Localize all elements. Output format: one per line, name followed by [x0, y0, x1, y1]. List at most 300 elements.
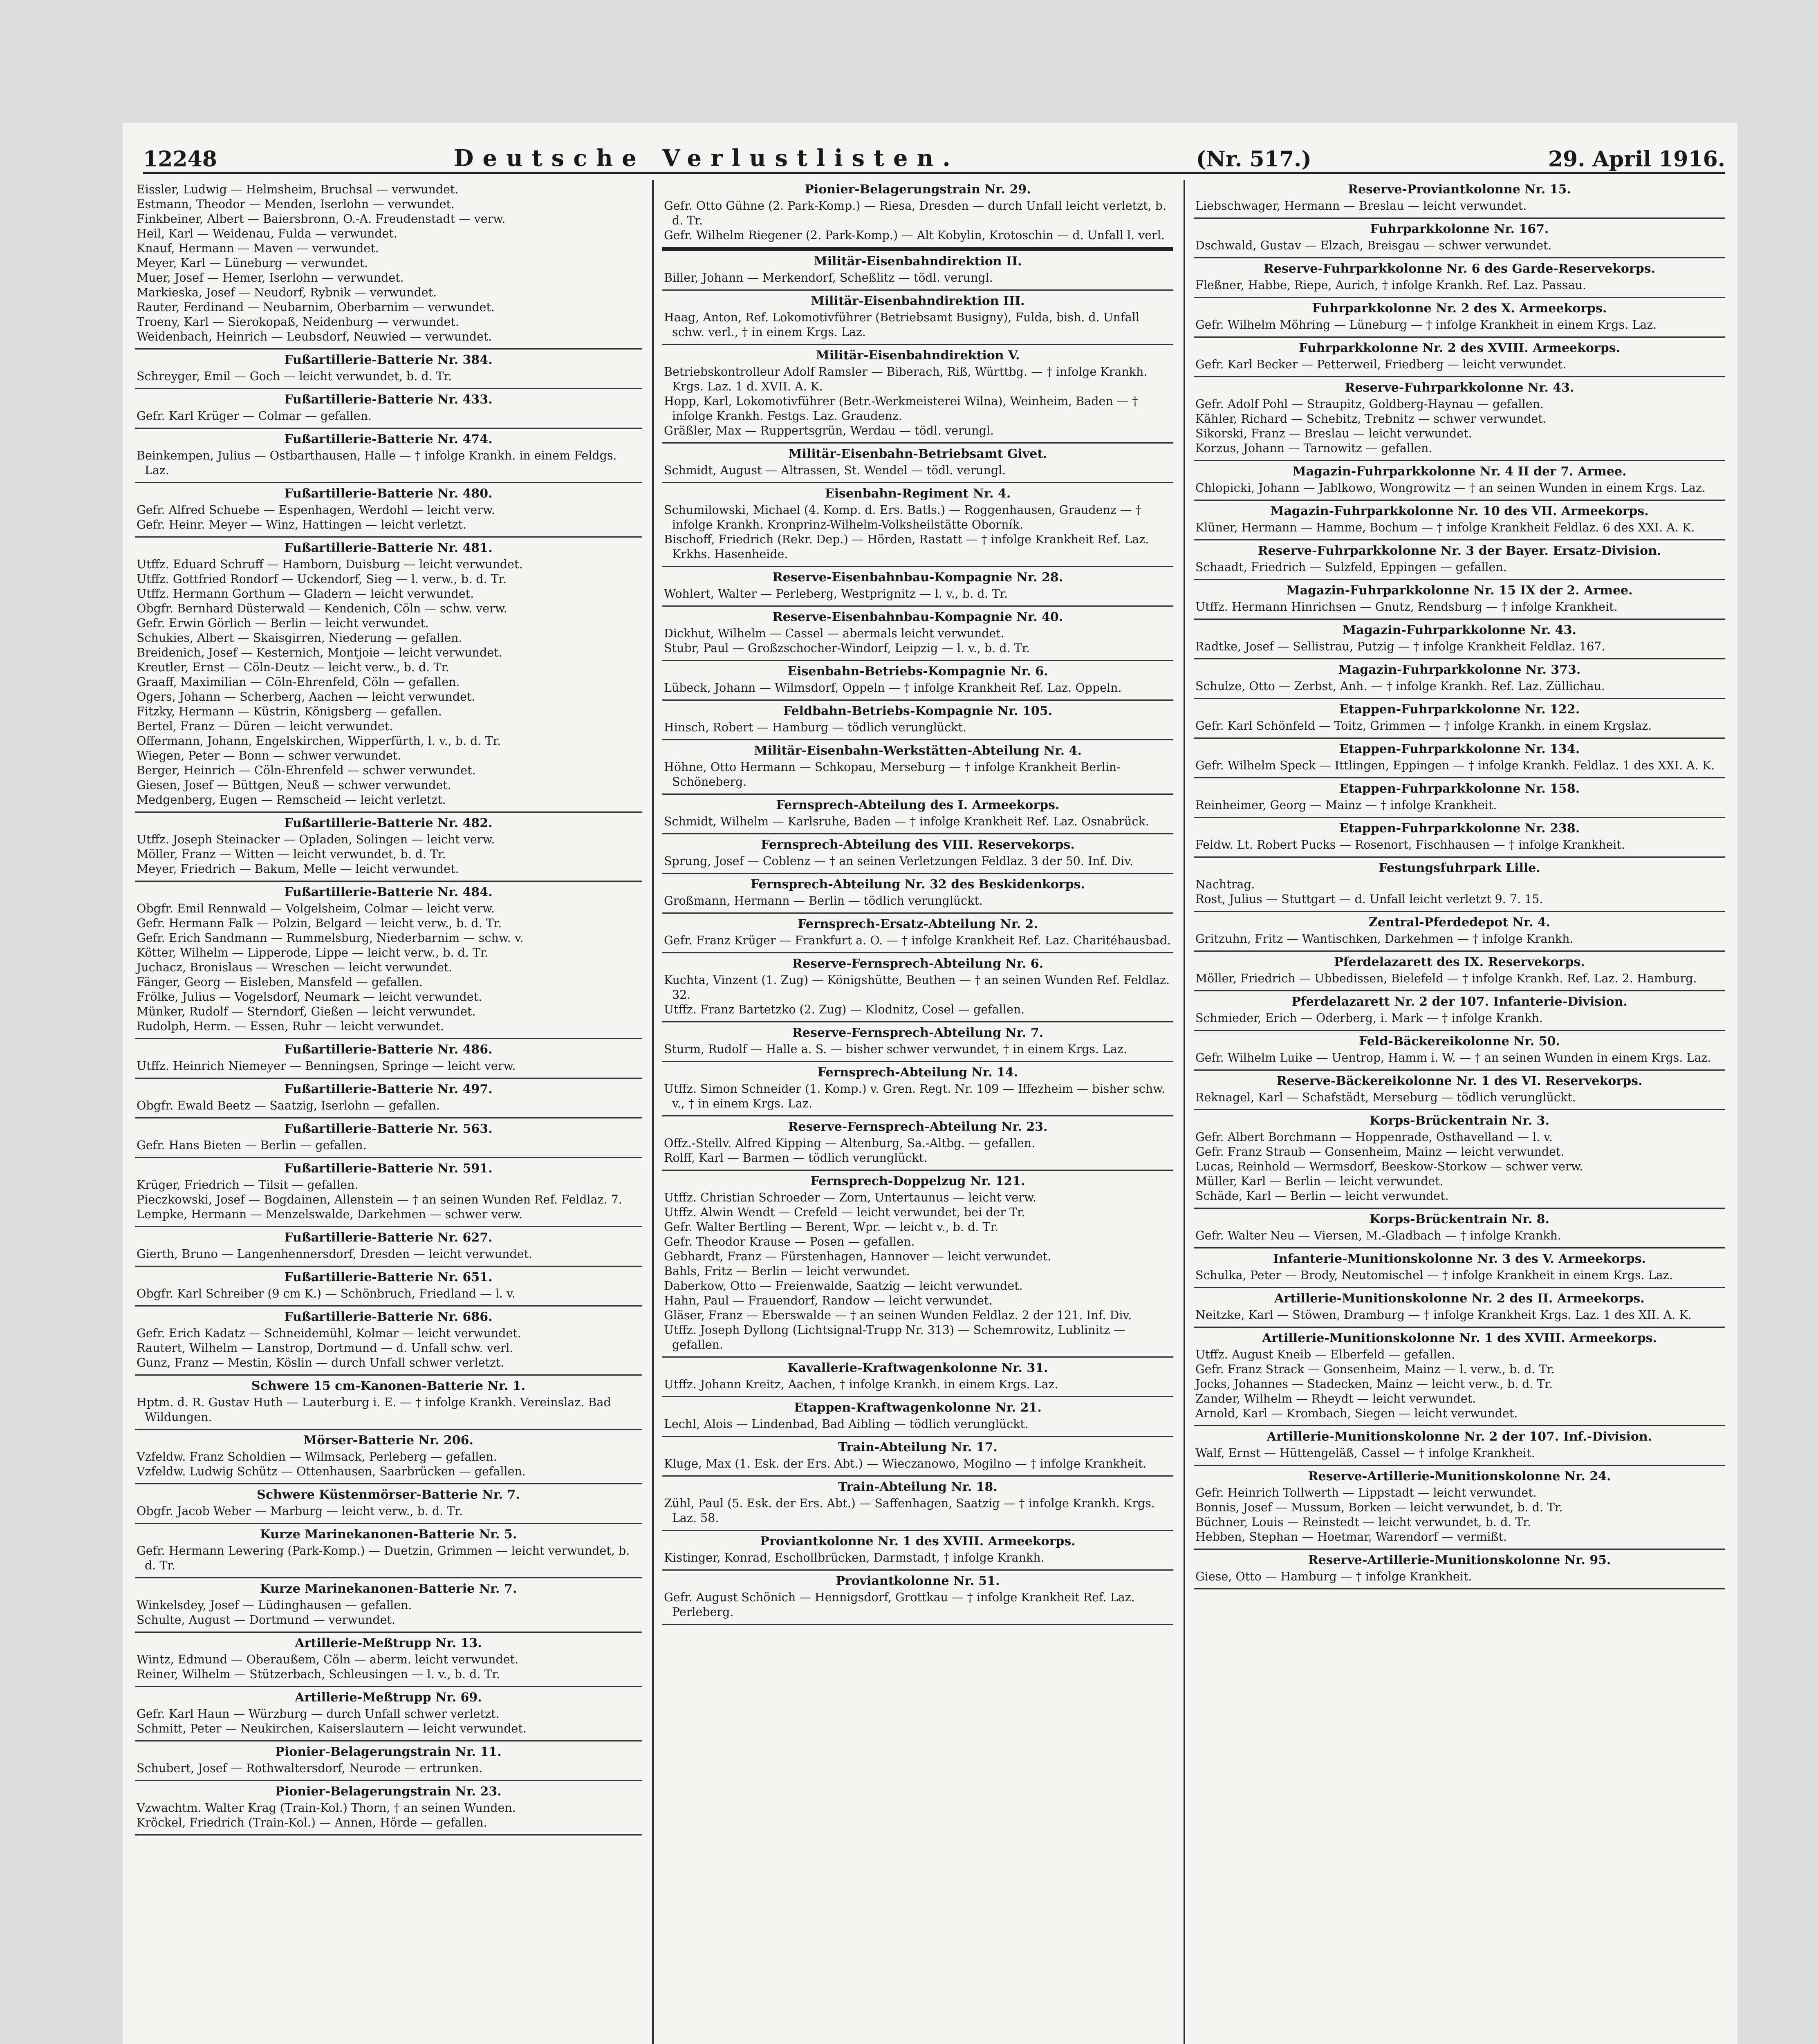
unit-heading: Reserve-Fernsprech-Abteilung Nr. 7.	[792, 1026, 1044, 1040]
unit-heading: Reserve-Fuhrparkkolonne Nr. 6 des Garde-Reservekorps.	[1263, 262, 1656, 276]
casualty-section	[135, 883, 642, 1039]
casualty-entry: Sikorski, Franz — Breslau — leicht verwundet.	[1195, 427, 1472, 440]
casualty-section	[662, 291, 1173, 345]
casualty-entry: Offz.-Stellv. Alfred Kipping — Altenburg, Sa.-Altbg. — gefallen.	[664, 1136, 1036, 1150]
unit-heading: Etappen-Fuhrparkkolonne Nr. 158.	[1339, 782, 1580, 796]
unit-heading: Fußartillerie-Batterie Nr. 481.	[284, 541, 493, 555]
casualty-section	[135, 484, 642, 538]
casualty-entry: Hahn, Paul — Frauendorf, Randow — leicht verwundet.	[664, 1294, 993, 1307]
casualty-entry: Meyer, Friedrich — Bakum, Melle — leicht verwundet.	[137, 862, 459, 876]
casualty-entry: Gefr. Walter Bertling — Berent, Wpr. — leicht v., b. d. Tr.	[664, 1220, 999, 1234]
casualty-entry: Biller, Johann — Merkendorf, Scheßlitz — tödl. verungl.	[664, 271, 993, 285]
casualty-entry: Reiner, Wilhelm — Stützerbach, Schleusingen — l. v., b. d. Tr.	[137, 1667, 500, 1681]
unit-heading: Fuhrparkkolonne Nr. 167.	[1370, 222, 1549, 236]
casualty-entry: Gefr. Adolf Pohl — Straupitz, Goldberg-Haynau — gefallen.	[1195, 397, 1544, 411]
unit-heading: Proviantkolonne Nr. 1 des XVIII. Armeekorps.	[760, 1534, 1076, 1549]
casualty-entry: Finkbeiner, Albert — Baiersbronn, O.-A. Freudenstadt — verw.	[137, 212, 506, 226]
casualty-section	[1194, 992, 1725, 1031]
unit-heading: Fernsprech-Ersatz-Abteilung Nr. 2.	[798, 917, 1038, 931]
unit-heading: Militär-Eisenbahndirektion II.	[814, 254, 1022, 269]
casualty-entry: Wintz, Edmund — Oberaußem, Cöln — aberm. leicht verwundet.	[137, 1653, 519, 1666]
casualty-section	[662, 180, 1173, 251]
casualty-entry: Utffz. Eduard Schruff — Hamborn, Duisburg — leicht verwundet.	[137, 558, 523, 571]
casualty-entry: Fleßner, Habbe, Riepe, Aurich, † infolge Krankh. Ref. Laz. Passau.	[1195, 278, 1587, 292]
casualty-section	[135, 1040, 642, 1079]
casualty-section	[135, 1376, 642, 1430]
casualty-section	[1194, 378, 1725, 461]
casualty-section	[135, 1579, 642, 1633]
casualty-entry: Korzus, Johann — Tarnowitz — gefallen.	[1195, 442, 1432, 455]
unit-heading: Zentral-Pferdedepot Nr. 4.	[1368, 915, 1551, 930]
casualty-entry: Berger, Heinrich — Cöln-Ehrenfeld — schwer verwundet.	[137, 764, 476, 777]
casualty-entry: Rautert, Wilhelm — Lanstrop, Dortmund — d. Unfall schw. verl.	[137, 1341, 513, 1355]
casualty-section	[135, 1634, 642, 1687]
casualty-section	[1194, 1111, 1725, 1209]
casualty-entry: Stubr, Paul — Großzschocher-Windorf, Leipzig — l. v., b. d. Tr.	[664, 641, 1030, 655]
casualty-entry: Walf, Ernst — Hüttengeläß, Cassel — † infolge Krankheit.	[1195, 1446, 1535, 1460]
unit-heading: Pionier-Belagerungstrain Nr. 11.	[275, 1745, 502, 1759]
casualty-entry: Meyer, Karl — Lüneburg — verwundet.	[137, 256, 368, 270]
casualty-section	[662, 607, 1173, 661]
casualty-section	[135, 180, 642, 350]
casualty-section	[135, 1742, 642, 1781]
casualty-entry: Möller, Franz — Witten — leicht verwundet, b. d. Tr.	[137, 847, 446, 861]
issue-number: (Nr. 517.)	[1196, 147, 1311, 172]
casualty-section	[662, 1438, 1173, 1477]
unit-heading: Feldbahn-Betriebs-Kompagnie Nr. 105.	[783, 704, 1053, 718]
casualty-entry: Utffz. Simon Schneider (1. Komp.) v. Gren. Regt. Nr. 109 — Iffezheim — bisher schw. v., † in einem Krgs. Laz.	[664, 1082, 1166, 1110]
casualty-section	[1194, 1551, 1725, 1589]
casualty-entry: Gefr. Karl Krüger — Colmar — gefallen.	[137, 409, 372, 423]
casualty-section	[1194, 1210, 1725, 1248]
casualty-section	[135, 1268, 642, 1307]
casualty-entry: Breidenich, Josef — Kesternich, Montjoie — leicht verwundet.	[137, 646, 502, 659]
casualty-entry: Rolff, Karl — Barmen — tödlich verunglückt.	[664, 1151, 928, 1165]
casualty-entry: Reknagel, Karl — Schafstädt, Merseburg — tödlich verunglückt.	[1195, 1091, 1576, 1104]
casualty-entry: Zander, Wilhelm — Rheydt — leicht verwundet.	[1195, 1392, 1476, 1405]
publication-title: Deutsche Verlustlisten.	[453, 145, 959, 172]
casualty-entry: Gefr. Franz Krüger — Frankfurt a. O. — † infolge Krankheit Ref. Laz. Charitéhausbad.	[664, 934, 1171, 947]
casualty-entry: Gefr. Walter Neu — Viersen, M.-Gladbach — † infolge Krankh.	[1195, 1229, 1562, 1242]
casualty-entry: Wohlert, Walter — Perleberg, Westprignitz — l. v., b. d. Tr.	[664, 587, 1008, 601]
casualty-section	[135, 1485, 642, 1524]
casualty-entry: Bonnis, Josef — Mussum, Borken — leicht verwundet, b. d. Tr.	[1195, 1501, 1563, 1514]
casualty-entry: Fänger, Georg — Eisleben, Mansfeld — gefallen.	[137, 975, 423, 989]
casualty-section	[662, 914, 1173, 953]
unit-heading: Train-Abteilung Nr. 17.	[838, 1440, 998, 1455]
unit-heading: Etappen-Fuhrparkkolonne Nr. 238.	[1339, 821, 1580, 836]
casualty-entry: Winkelsdey, Josef — Lüdinghausen — gefallen.	[137, 1598, 412, 1612]
casualty-entry: Offermann, Johann, Engelskirchen, Wipperfürth, l. v., b. d. Tr.	[137, 734, 501, 748]
casualty-entry: Gefr. Karl Haun — Würzburg — durch Unfall schwer verletzt.	[137, 1707, 500, 1721]
casualty-entry: Utffz. Hermann Hinrichsen — Gnutz, Rendsburg — † infolge Krankheit.	[1195, 600, 1618, 614]
casualty-section	[662, 1358, 1173, 1397]
unit-heading: Fußartillerie-Batterie Nr. 651.	[284, 1270, 493, 1284]
casualty-entry: Schäde, Karl — Berlin — leicht verwundet.	[1195, 1189, 1449, 1203]
casualty-section	[1194, 700, 1725, 739]
casualty-section	[1194, 740, 1725, 778]
casualty-section	[1194, 462, 1725, 501]
casualty-entry: Utffz. Joseph Steinacker — Opladen, Solingen — leicht verw.	[137, 833, 495, 846]
unit-heading: Fußartillerie-Batterie Nr. 480.	[284, 486, 493, 501]
casualty-section	[662, 568, 1173, 607]
casualty-entry: Lechl, Alois — Lindenbad, Bad Aibling — tödlich verunglückt.	[664, 1417, 1029, 1431]
unit-heading: Kurze Marinekanonen-Batterie Nr. 5.	[260, 1527, 517, 1542]
casualty-entry: Gläser, Franz — Eberswalde — † an seinen Wunden Feldlaz. 2 der 121. Inf. Div.	[664, 1309, 1132, 1322]
casualty-section	[662, 1063, 1173, 1116]
casualty-section	[1194, 299, 1725, 338]
casualty-section	[1194, 180, 1725, 219]
casualty-entry: Graaff, Maximilian — Cöln-Ehrenfeld, Cöln — gefallen.	[137, 675, 460, 689]
casualty-section	[1194, 1032, 1725, 1071]
casualty-entry: Fitzky, Hermann — Küstrin, Königsberg — gefallen.	[137, 705, 442, 718]
casualty-entry: Markieska, Josef — Neudorf, Rybnik — verwundet.	[137, 286, 437, 299]
casualty-entry: Hinsch, Robert — Hamburg — tödlich verunglückt.	[664, 721, 966, 734]
unit-heading: Kurze Marinekanonen-Batterie Nr. 7.	[260, 1582, 517, 1596]
casualty-section	[135, 1159, 642, 1227]
unit-heading: Fußartillerie-Batterie Nr. 433.	[284, 392, 493, 407]
casualty-section	[1194, 259, 1725, 298]
unit-heading: Pionier-Belagerungstrain Nr. 29.	[805, 182, 1031, 197]
unit-heading: Militär-Eisenbahndirektion V.	[816, 348, 1020, 363]
casualty-entry: Gefr. Otto Gühne (2. Park-Komp.) — Riesa, Dresden — durch Unfall leicht verletzt, b. d. Tr.	[664, 199, 1166, 227]
casualty-section	[662, 1532, 1173, 1571]
unit-heading: Fernsprech-Abteilung des I. Armeekorps.	[776, 798, 1060, 812]
casualty-entry: Utffz. Hermann Gorthum — Gladern — leicht verwundet.	[137, 587, 474, 601]
casualty-section	[1194, 502, 1725, 540]
casualty-section	[1194, 779, 1725, 818]
unit-heading: Pferdelazarett des IX. Reservekorps.	[1334, 955, 1585, 969]
casualty-entry: Bertel, Franz — Düren — leicht verwundet.	[137, 719, 393, 733]
casualty-entry: Kluge, Max (1. Esk. der Ers. Abt.) — Wieczanowo, Mogilno — † infolge Krankheit.	[664, 1457, 1147, 1470]
casualty-entry: Haag, Anton, Ref. Lokomotivführer (Betriebsamt Busigny), Fulda, bish. d. Unfall schw. verl., † in einem Krgs. Laz.	[664, 311, 1139, 339]
unit-heading: Fernsprech-Abteilung Nr. 32 des Beskidenkorps.	[751, 877, 1085, 892]
casualty-entry: Gefr. Hans Bieten — Berlin — gefallen.	[137, 1139, 367, 1152]
casualty-entry: Jocks, Johannes — Stadecken, Mainz — leicht verw., b. d. Tr.	[1195, 1377, 1553, 1391]
unit-heading: Reserve-Fuhrparkkolonne Nr. 43.	[1345, 381, 1574, 395]
casualty-entry: Sprung, Josef — Coblenz — † an seinen Verletzungen Feldlaz. 3 der 50. Inf. Div.	[664, 854, 1134, 868]
casualty-section	[1194, 1289, 1725, 1328]
casualty-entry: Pieczkowski, Josef — Bogdainen, Allenstein — † an seinen Wunden Ref. Feldlaz. 7.	[137, 1193, 622, 1206]
unit-heading: Militär-Eisenbahn-Werkstätten-Abteilung Nr. 4.	[754, 744, 1082, 758]
unit-heading: Feld-Bäckereikolonne Nr. 50.	[1359, 1034, 1560, 1049]
casualty-entry: Kröckel, Friedrich (Train-Kol.) — Annen, Hörde — gefallen.	[137, 1816, 487, 1829]
casualty-section	[662, 875, 1173, 914]
casualty-entry: Vzfeldw. Franz Scholdien — Wilmsack, Perleberg — gefallen.	[137, 1450, 497, 1464]
unit-heading: Reserve-Bäckereikolonne Nr. 1 des VI. Reservekorps.	[1276, 1074, 1643, 1088]
casualty-entry: Lempke, Hermann — Menzelswalde, Darkehmen — schwer verw.	[137, 1208, 523, 1221]
casualty-entry: Gefr. Erich Sandmann — Rummelsburg, Niederbarnim — schw. v.	[137, 931, 524, 945]
casualty-entry: Gefr. Karl Schönfeld — Toitz, Grimmen — † infolge Krankh. in einem Krgslaz.	[1195, 719, 1652, 733]
casualty-entry: Utffz. Franz Bartetzko (2. Zug) — Klodnitz, Cosel — gefallen.	[664, 1003, 1025, 1016]
casualty-entry: Nachtrag.	[1195, 878, 1255, 891]
casualty-section	[1194, 621, 1725, 659]
casualty-section	[1194, 819, 1725, 858]
page-header	[143, 139, 1725, 174]
unit-heading: Fuhrparkkolonne Nr. 2 des XVIII. Armeekorps.	[1298, 341, 1621, 355]
casualty-section	[135, 1307, 642, 1376]
unit-heading: Magazin-Fuhrparkkolonne Nr. 4 II der 7. Armee.	[1292, 464, 1627, 479]
casualty-entry: Schulte, August — Dortmund — verwundet.	[137, 1613, 395, 1627]
unit-heading: Infanterie-Munitionskolonne Nr. 3 des V. Armeekorps.	[1273, 1252, 1646, 1266]
casualty-section	[662, 1117, 1173, 1171]
unit-heading: Train-Abteilung Nr. 18.	[838, 1480, 998, 1494]
column-3	[1194, 180, 1725, 2044]
casualty-entry: Muer, Josef — Hemer, Iserlohn — verwundet.	[137, 271, 404, 285]
casualty-entry: Hopp, Karl, Lokomotivführer (Betr.-Werkmeisterei Wilna), Weinheim, Baden — † infolge Krankh. Festgs. Laz. Graudenz.	[664, 394, 1138, 423]
casualty-section	[1194, 1249, 1725, 1288]
casualty-entry: Utffz. Heinrich Niemeyer — Benningsen, Springe — leicht verw.	[137, 1059, 516, 1073]
casualty-section	[1194, 338, 1725, 377]
casualty-entry: Hptm. d. R. Gustav Huth — Lauterburg i. E. — † infolge Krankh. Vereinslaz. Bad Wildungen.	[137, 1396, 611, 1424]
column-1	[135, 180, 642, 2044]
casualty-section	[1194, 581, 1725, 620]
casualty-entry: Liebschwager, Hermann — Breslau — leicht verwundet.	[1195, 199, 1527, 213]
unit-heading: Fußartillerie-Batterie Nr. 497.	[284, 1082, 493, 1096]
casualty-entry: Dschwald, Gustav — Elzach, Breisgau — schwer verwundet.	[1195, 239, 1552, 252]
casualty-entry: Obgfr. Emil Rennwald — Volgelsheim, Colmar — leicht verw.	[137, 902, 495, 915]
casualty-entry: Gefr. Wilhelm Riegener (2. Park-Komp.) — Alt Kobylin, Krotoschin — d. Unfall l. verl.	[664, 229, 1165, 242]
casualty-entry: Gefr. Alfred Schuebe — Espenhagen, Werdohl — leicht verw.	[137, 503, 495, 517]
casualty-section	[662, 1571, 1173, 1625]
casualty-section	[135, 390, 642, 429]
unit-heading: Reserve-Artillerie-Munitionskolonne Nr. 24.	[1308, 1469, 1611, 1484]
casualty-entry: Weidenbach, Heinrich — Leubsdorf, Neuwied — verwundet.	[137, 330, 492, 343]
casualty-entry: Chlopicki, Johann — Jablkowo, Wongrowitz — † an seinen Wunden in einem Krgs. Laz.	[1195, 481, 1706, 495]
casualty-entry: Gefr. Wilhelm Luike — Uentrop, Hamm i. W. — † an seinen Wunden in einem Krgs. Laz.	[1195, 1051, 1711, 1065]
unit-heading: Eisenbahn-Betriebs-Kompagnie Nr. 6.	[787, 664, 1048, 679]
casualty-entry: Gefr. Heinrich Tollwerth — Lippstadt — leicht verwundet.	[1195, 1486, 1537, 1499]
casualty-section	[1194, 1467, 1725, 1550]
unit-heading: Fußartillerie-Batterie Nr. 486.	[284, 1042, 493, 1057]
unit-heading: Reserve-Fuhrparkkolonne Nr. 3 der Bayer. Ersatz-Division.	[1258, 544, 1661, 558]
casualty-section	[662, 1477, 1173, 1531]
unit-heading: Artillerie-Munitionskolonne Nr. 1 des XVIII. Armeekorps.	[1262, 1331, 1657, 1345]
unit-heading: Fußartillerie-Batterie Nr. 627.	[284, 1230, 493, 1245]
casualty-section	[135, 430, 642, 483]
unit-heading: Korps-Brückentrain Nr. 8.	[1370, 1212, 1549, 1226]
casualty-entry: Schubert, Josef — Rothwaltersdorf, Neurode — ertrunken.	[137, 1762, 483, 1775]
casualty-section	[1194, 1329, 1725, 1426]
casualty-entry: Frölke, Julius — Vogelsdorf, Neumark — leicht verwundet.	[137, 990, 482, 1004]
unit-heading: Pionier-Belagerungstrain Nr. 23.	[275, 1784, 502, 1799]
unit-heading: Fußartillerie-Batterie Nr. 482.	[284, 816, 493, 830]
casualty-entry: Eissler, Ludwig — Helmsheim, Bruchsal — verwundet.	[137, 183, 459, 196]
casualty-section	[662, 741, 1173, 795]
unit-heading: Reserve-Artillerie-Munitionskolonne Nr. 95.	[1308, 1553, 1611, 1567]
unit-heading: Fußartillerie-Batterie Nr. 563.	[284, 1122, 493, 1136]
casualty-entry: Schmitt, Peter — Neukirchen, Kaiserslautern — leicht verwundet.	[137, 1722, 527, 1735]
unit-heading: Fußartillerie-Batterie Nr. 484.	[284, 885, 493, 899]
casualty-entry: Kötter, Wilhelm — Lipperode, Lippe — leicht verw., b. d. Tr.	[137, 946, 489, 959]
casualty-entry: Vzwachtm. Walter Krag (Train-Kol.) Thorn, † an seinen Wunden.	[137, 1801, 516, 1815]
casualty-entry: Ogers, Johann — Scherberg, Aachen — leicht verwundet.	[137, 690, 475, 704]
unit-heading: Kavallerie-Kraftwagenkolonne Nr. 31.	[787, 1361, 1048, 1375]
casualty-entry: Rost, Julius — Stuttgart — d. Unfall leicht verletzt 9. 7. 15.	[1195, 892, 1543, 906]
casualty-section	[1194, 913, 1725, 952]
casualty-entry: Medgenberg, Eugen — Remscheid — leicht verletzt.	[137, 793, 446, 807]
casualty-section	[135, 1080, 642, 1118]
casualty-entry: Kreutler, Ernst — Cöln-Deutz — leicht verw., b. d. Tr.	[137, 661, 449, 674]
casualty-entry: Münker, Rudolf — Sterndorf, Gießen — leicht verwundet.	[137, 1005, 476, 1018]
unit-heading: Etappen-Kraftwagenkolonne Nr. 21.	[794, 1401, 1042, 1415]
casualty-section	[662, 702, 1173, 740]
casualty-entry: Schulka, Peter — Brody, Neutomischel — † infolge Krankheit in einem Krgs. Laz.	[1195, 1269, 1673, 1282]
casualty-entry: Gefr. Theodor Krause — Posen — gefallen.	[664, 1235, 915, 1248]
casualty-entry: Neitzke, Karl — Stöwen, Dramburg — † infolge Krankheit Krgs. Laz. 1 des XII. A. K.	[1195, 1308, 1692, 1322]
unit-heading: Fußartillerie-Batterie Nr. 686.	[284, 1310, 493, 1324]
casualty-section	[1194, 541, 1725, 580]
casualty-entry: Klüner, Hermann — Hamme, Bochum — † infolge Krankheit Feldlaz. 6 des XXI. A. K.	[1195, 521, 1695, 534]
casualty-entry: Gefr. Wilhelm Speck — Ittlingen, Eppingen — † infolge Krankh. Feldlaz. 1 des XXI. A. K.	[1195, 759, 1715, 772]
casualty-entry: Sturm, Rudolf — Halle a. S. — bisher schwer verwundet, † in einem Krgs. Laz.	[664, 1042, 1128, 1056]
casualty-section	[135, 1119, 642, 1158]
unit-heading: Magazin-Fuhrparkkolonne Nr. 43.	[1343, 623, 1576, 637]
casualty-section	[135, 538, 642, 813]
casualty-entry: Beinkempen, Julius — Ostbarthausen, Halle — † infolge Krankh. in einem Feldgs. Laz.	[137, 449, 617, 477]
casualty-entry: Gefr. Wilhelm Möhring — Lüneburg — † infolge Krankheit in einem Krgs. Laz.	[1195, 318, 1657, 332]
unit-heading: Reserve-Proviantkolonne Nr. 15.	[1348, 182, 1571, 197]
casualty-section	[662, 252, 1173, 291]
unit-heading: Mörser-Batterie Nr. 206.	[303, 1433, 473, 1448]
casualty-entry: Lucas, Reinhold — Wermsdorf, Beeskow-Storkow — schwer verw.	[1195, 1160, 1583, 1173]
casualty-entry: Radtke, Josef — Sellistrau, Putzig — † infolge Krankheit Feldlaz. 167.	[1195, 640, 1605, 653]
casualty-entry: Lübeck, Johann — Wilmsdorf, Oppeln — † infolge Krankheit Ref. Laz. Oppeln.	[664, 681, 1122, 695]
casualty-entry: Gierth, Bruno — Langenhennersdorf, Dresden — leicht verwundet.	[137, 1247, 533, 1261]
casualty-entry: Gefr. Erwin Görlich — Berlin — leicht verwundet.	[137, 616, 429, 630]
casualty-entry: Büchner, Louis — Reinstedt — leicht verwundet, b. d. Tr.	[1195, 1515, 1531, 1529]
casualty-entry: Reinheimer, Georg — Mainz — † infolge Krankheit.	[1195, 798, 1497, 812]
casualty-entry: Schreyger, Emil — Goch — leicht verwundet, b. d. Tr.	[137, 370, 452, 383]
casualty-entry: Gefr. Hermann Lewering (Park-Komp.) — Duetzin, Grimmen — leicht verwundet, b. d. Tr.	[137, 1544, 630, 1572]
casualty-section	[135, 814, 642, 882]
casualty-entry: Höhne, Otto Hermann — Schkopau, Merseburg — † infolge Krankheit Berlin-Schöneberg.	[664, 760, 1121, 789]
casualty-entry: Feldw. Lt. Robert Pucks — Rosenort, Fischhausen — † infolge Krankheit.	[1195, 838, 1625, 852]
casualty-section	[135, 1525, 642, 1578]
casualty-entry: Bischoff, Friedrich (Rekr. Dep.) — Hörden, Rastatt — † infolge Krankheit Ref. Laz. Krkhs. Hasenheide.	[664, 533, 1149, 561]
casualty-entry: Knauf, Hermann — Maven — verwundet.	[137, 242, 379, 255]
casualty-section	[662, 835, 1173, 874]
casualty-section	[135, 350, 642, 389]
casualty-entry: Wiegen, Peter — Bonn — schwer verwundet.	[137, 749, 401, 762]
unit-heading: Artillerie-Munitionskolonne Nr. 2 der 107. Inf.-Division.	[1267, 1430, 1652, 1444]
casualty-entry: Dickhut, Wilhelm — Cassel — abermals leicht verwundet.	[664, 627, 1004, 640]
casualty-section	[662, 1398, 1173, 1437]
casualty-entry: Vzfeldw. Ludwig Schütz — Ottenhausen, Saarbrücken — gefallen.	[137, 1465, 526, 1478]
unit-heading: Schwere Küstenmörser-Batterie Nr. 7.	[257, 1488, 520, 1502]
casualty-section	[1194, 858, 1725, 912]
column-divider	[652, 180, 654, 2044]
casualty-entry: Utffz. August Kneib — Elberfeld — gefallen.	[1195, 1348, 1455, 1361]
casualty-entry: Troeny, Karl — Sierokopaß, Neidenburg — verwundet.	[137, 315, 459, 329]
unit-heading: Magazin-Fuhrparkkolonne Nr. 373.	[1338, 663, 1581, 677]
casualty-section	[135, 1431, 642, 1484]
casualty-section	[1194, 660, 1725, 699]
casualty-section	[135, 1688, 642, 1741]
unit-heading: Militär-Eisenbahn-Betriebsamt Givet.	[788, 447, 1047, 461]
casualty-entry: Juchacz, Bronislaus — Wreschen — leicht verwundet.	[137, 961, 453, 974]
casualty-section	[1194, 953, 1725, 991]
unit-heading: Etappen-Fuhrparkkolonne Nr. 122.	[1339, 702, 1580, 717]
casualty-section	[662, 346, 1173, 444]
casualty-entry: Utffz. Alwin Wendt — Crefeld — leicht verwundet, bei der Tr.	[664, 1206, 1025, 1219]
column-2	[662, 180, 1173, 2044]
casualty-entry: Schmieder, Erich — Oderberg, i. Mark — † infolge Krankh.	[1195, 1011, 1543, 1025]
casualty-entry: Gefr. Hermann Falk — Polzin, Belgard — leicht verw., b. d. Tr.	[137, 917, 502, 930]
casualty-entry: Schaadt, Friedrich — Sulzfeld, Eppingen — gefallen.	[1195, 560, 1507, 574]
casualty-section	[662, 954, 1173, 1022]
unit-heading: Artillerie-Meßtrupp Nr. 13.	[295, 1636, 482, 1650]
column-divider	[1184, 180, 1185, 2044]
casualty-entry: Kähler, Richard — Schebitz, Trebnitz — schwer verwundet.	[1195, 412, 1547, 426]
casualty-entry: Arnold, Karl — Krombach, Siegen — leicht verwundet.	[1195, 1407, 1518, 1420]
casualty-section	[662, 662, 1173, 701]
casualty-entry: Obgfr. Karl Schreiber (9 cm K.) — Schönbruch, Friedland — l. v.	[137, 1287, 516, 1300]
casualty-entry: Giese, Otto — Hamburg — † infolge Krankheit.	[1195, 1570, 1472, 1583]
casualty-entry: Kistinger, Konrad, Eschollbrücken, Darmstadt, † infolge Krankh.	[664, 1551, 1045, 1564]
casualty-section	[1194, 220, 1725, 258]
casualty-entry: Bahls, Fritz — Berlin — leicht verwundet.	[664, 1264, 910, 1278]
unit-heading: Fuhrparkkolonne Nr. 2 des X. Armeekorps.	[1312, 301, 1607, 316]
unit-heading: Korps-Brückentrain Nr. 3.	[1370, 1114, 1549, 1128]
casualty-entry: Giesen, Josef — Büttgen, Neuß — schwer verwundet.	[137, 778, 451, 792]
casualty-section	[1194, 1427, 1725, 1466]
casualty-section	[1194, 1071, 1725, 1110]
unit-heading: Schwere 15 cm-Kanonen-Batterie Nr. 1.	[251, 1379, 526, 1393]
casualty-entry: Gunz, Franz — Mestin, Köslin — durch Unfall schwer verletzt.	[137, 1356, 504, 1369]
casualty-entry: Großmann, Hermann — Berlin — tödlich verunglückt.	[664, 894, 983, 908]
casualty-entry: Hebben, Stephan — Hoetmar, Warendorf — vermißt.	[1195, 1530, 1507, 1544]
casualty-entry: Gebhardt, Franz — Fürstenhagen, Hannover — leicht verwundet.	[664, 1250, 1051, 1263]
casualty-entry: Rauter, Ferdinand — Neubarnim, Oberbarnim — verwundet.	[137, 300, 495, 314]
unit-heading: Festungsfuhrpark Lille.	[1379, 861, 1540, 875]
unit-heading: Proviantkolonne Nr. 51.	[836, 1574, 1000, 1588]
unit-heading: Fußartillerie-Batterie Nr. 591.	[284, 1161, 493, 1176]
unit-heading: Reserve-Fernsprech-Abteilung Nr. 6.	[792, 957, 1044, 971]
casualty-entry: Gefr. Karl Becker — Petterweil, Friedberg — leicht verwundet.	[1195, 358, 1567, 371]
casualty-entry: Gritzuhn, Fritz — Wantischken, Darkehmen — † infolge Krankh.	[1195, 932, 1574, 946]
casualty-entry: Gefr. Franz Strack — Gonsenheim, Mainz — l. verw., b. d. Tr.	[1195, 1363, 1555, 1376]
unit-heading: Artillerie-Meßtrupp Nr. 69.	[295, 1690, 482, 1705]
casualty-entry: Betriebskontrolleur Adolf Ramsler — Biberach, Riß, Württbg. — † infolge Krankh. Krgs. Laz. 1 d. XVII. A. K.	[664, 365, 1148, 393]
casualty-entry: Schulze, Otto — Zerbst, Anh. — † infolge Krankh. Ref. Laz. Züllichau.	[1195, 679, 1605, 693]
casualty-entry: Utffz. Johann Kreitz, Aachen, † infolge Krankh. in einem Krgs. Laz.	[664, 1378, 1058, 1391]
casualty-entry: Zühl, Paul (5. Esk. der Ers. Abt.) — Saffenhagen, Saatzig — † infolge Krankh. Krgs. Laz. 58.	[664, 1497, 1155, 1525]
casualty-entry: Estmann, Theodor — Menden, Iserlohn — verwundet.	[137, 197, 455, 211]
casualty-section	[135, 1782, 642, 1836]
casualty-section	[135, 1228, 642, 1267]
casualty-section	[662, 796, 1173, 834]
unit-heading: Fußartillerie-Batterie Nr. 384.	[284, 353, 493, 367]
casualty-entry: Daberkow, Otto — Freienwalde, Saatzig — leicht verwundet.	[664, 1279, 1023, 1293]
newspaper-page	[123, 123, 1737, 2044]
casualty-entry: Krüger, Friedrich — Tilsit — gefallen.	[137, 1178, 359, 1192]
casualty-entry: Gefr. Franz Straub — Gonsenheim, Mainz — leicht verwundet.	[1195, 1145, 1565, 1159]
casualty-entry: Obgfr. Jacob Weber — Marburg — leicht verw., b. d. Tr.	[137, 1504, 463, 1518]
casualty-entry: Heil, Karl — Weidenau, Fulda — verwundet.	[137, 227, 398, 240]
unit-heading: Eisenbahn-Regiment Nr. 4.	[825, 486, 1011, 501]
unit-heading: Magazin-Fuhrparkkolonne Nr. 15 IX der 2. Armee.	[1286, 583, 1633, 598]
casualty-section	[662, 484, 1173, 567]
casualty-entry: Schmidt, Wilhelm — Karlsruhe, Baden — † infolge Krankheit Ref. Laz. Osnabrück.	[664, 815, 1149, 828]
casualty-section	[662, 1172, 1173, 1358]
casualty-entry: Schmidt, August — Altrassen, St. Wendel — tödl. verungl.	[664, 464, 1006, 477]
casualty-entry: Utffz. Joseph Dyllong (Lichtsignal-Trupp Nr. 313) — Schemrowitz, Lublinitz — gefallen.	[664, 1323, 1125, 1351]
casualty-entry: Schukies, Albert — Skaisgirren, Niederung — gefallen.	[137, 631, 462, 645]
unit-heading: Reserve-Eisenbahnbau-Kompagnie Nr. 28.	[772, 570, 1063, 585]
unit-heading: Artillerie-Munitionskolonne Nr. 2 des II. Armeekorps.	[1274, 1291, 1645, 1306]
casualty-entry: Gefr. Albert Borchmann — Hoppenrade, Osthavelland — l. v.	[1195, 1130, 1553, 1144]
